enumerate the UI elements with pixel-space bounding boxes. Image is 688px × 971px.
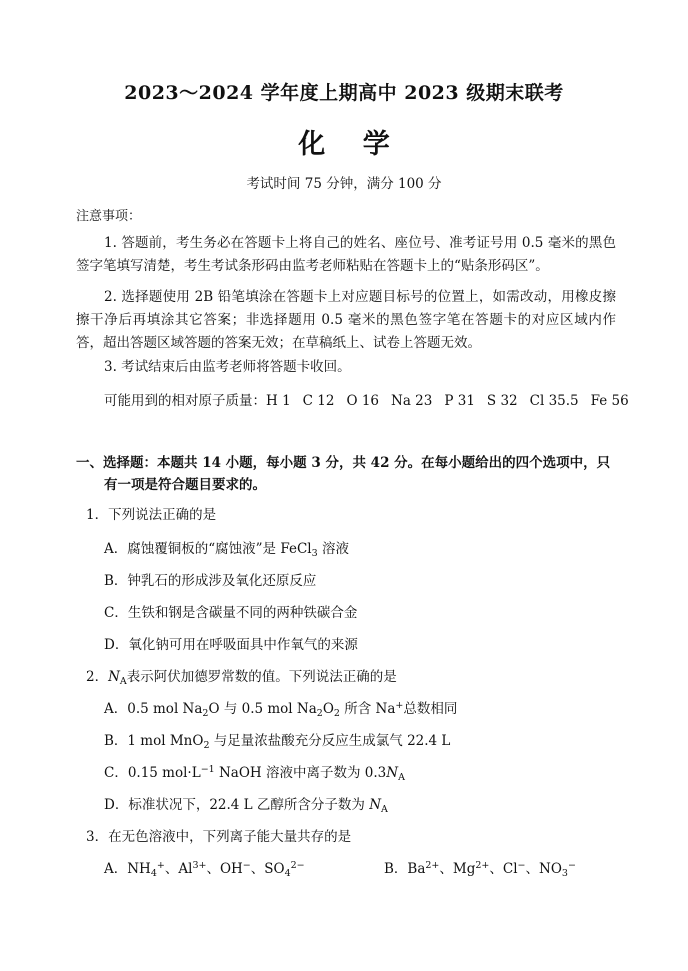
mass-h: H 1 <box>266 393 291 409</box>
question-1-stem: 1．下列说法正确的是 <box>86 507 217 523</box>
q2-c-n-sub: A <box>398 772 405 783</box>
subject-title: 化 学 <box>298 129 404 160</box>
q3-b-2: 、Mg <box>439 861 476 877</box>
q2-c-sup: −1 <box>200 764 215 775</box>
q2-a-s1: 2 <box>202 708 209 719</box>
mass-fe: Fe 56 <box>590 393 629 409</box>
exam-title: 2023～2024 学年度上期高中 2023 级期末联考 <box>124 82 564 104</box>
q2-a-s2: 2 <box>316 708 323 719</box>
q3-a-s4: 4 <box>284 868 291 879</box>
q3-a-3: 、OH <box>206 861 243 877</box>
q2-a-sup: + <box>395 700 404 711</box>
q2-a-2: O 与 0.5 mol Na <box>208 701 317 717</box>
question-2-option-b <box>104 729 450 751</box>
question-2-option-d <box>104 793 388 815</box>
question-3-option-a <box>104 857 305 879</box>
question-2-stem <box>86 665 397 687</box>
q3-b-p2: 2+ <box>475 860 490 871</box>
q2-num: 2． <box>86 669 109 685</box>
q3-b-s4: 3 <box>561 868 568 879</box>
q2-a-1: A．0.5 mol Na <box>104 701 203 717</box>
q3-b-p3: − <box>517 860 526 871</box>
question-3-option-b <box>384 857 576 879</box>
mass-cl: Cl 35.5 <box>529 393 579 409</box>
atomic-masses <box>104 389 629 409</box>
q2-b-1: B．1 mol MnO <box>104 733 204 749</box>
q2-b-sub: 2 <box>203 740 210 751</box>
notice-item-2: 2. 选择题使用 2B 铅笔填涂在答题卡上对应题目标号的位置上，如需改动，用橡皮擦擦干净后再填涂其它答案；非选择题用 0.5 毫米的黑色签字笔在答题卡的对应区域内作答，超出答题区域答题的答案无效；在草稿纸上、试卷上答题无效。 <box>76 289 616 351</box>
q2-a-4: 所含 Na <box>339 701 396 717</box>
question-2-option-a <box>104 697 457 719</box>
q2-c-n: N <box>386 765 399 781</box>
q3-a-4: 、SO <box>250 861 285 877</box>
exam-info: 考试时间 75 分钟，满分 100 分 <box>246 176 442 192</box>
notice-heading: 注意事项： <box>76 209 142 224</box>
mass-na: Na 23 <box>391 393 433 409</box>
mass-p: P 31 <box>444 393 475 409</box>
q3-a-p1: + <box>156 860 165 871</box>
q2-n-sub: A <box>119 676 127 687</box>
q3-b-p1: 2+ <box>425 860 440 871</box>
q3-a-p3: − <box>242 860 251 871</box>
notice-item-1: 1. 答题前，考生务必在答题卡上将自己的姓名、座位号、准考证号用 0.5 毫米的黑色签字笔填写清楚，考生考试条形码由监考老师粘贴在答题卡上的“贴条形码区”。 <box>76 235 616 274</box>
question-2-option-c <box>104 761 405 783</box>
notice-item-3: 3. 考试结束后由监考老师将答题卡收回。 <box>104 359 351 375</box>
q2-c-2: NaOH 溶液中离子数为 0.3 <box>214 765 387 781</box>
q2-c-1: C．0.15 mol·L <box>104 765 201 781</box>
question-1-option-d: D．氧化钠可用在呼吸面具中作氧气的来源 <box>104 637 358 653</box>
mass-c: C 12 <box>302 393 335 409</box>
q2-stem-text: 表示阿伏加德罗常数的值。下列说法正确的是 <box>126 669 397 685</box>
q1-a-text: A．腐蚀覆铜板的“腐蚀液”是 FeCl <box>104 541 312 557</box>
q3-a-p4: 2− <box>290 860 305 871</box>
mass-o: O 16 <box>346 393 380 409</box>
q3-a-p2: 3+ <box>192 860 207 871</box>
q2-a-3: O <box>322 701 334 717</box>
q3-a-1: A．NH <box>104 861 151 877</box>
q2-a-5: 总数相同 <box>403 701 458 717</box>
q3-b-1: B．Ba <box>384 861 426 877</box>
q3-b-4: 、NO <box>525 861 562 877</box>
q2-d-1: D．标准状况下，22.4 L 乙醇所含分子数为 <box>104 797 370 813</box>
section-heading-line2: 有一项是符合题目要求的。 <box>104 477 266 493</box>
q3-a-s1: 4 <box>150 868 157 879</box>
q1-a-sub: 3 <box>311 548 318 559</box>
q2-d-n: N <box>369 797 382 813</box>
question-1-option-b: B．钟乳石的形成涉及氧化还原反应 <box>104 573 317 589</box>
question-1-option-a <box>104 537 349 559</box>
mass-s: S 32 <box>486 393 518 409</box>
atomic-masses-label: 可能用到的相对原子质量： <box>104 393 266 409</box>
q2-d-n-sub: A <box>381 804 388 815</box>
q3-a-2: 、Al <box>164 861 193 877</box>
question-3-stem: 3．在无色溶液中，下列离子能大量共存的是 <box>86 829 352 845</box>
section-heading-line1: 一、选择题：本题共 14 小题，每小题 3 分，共 42 分。在每小题给出的四个选项中，只 <box>76 455 611 471</box>
question-1-option-c: C．生铁和钢是含碳量不同的两种铁碳合金 <box>104 605 358 621</box>
q3-b-3: 、Cl <box>489 861 518 877</box>
q2-b-2: 与足量浓盐酸充分反应生成氯气 22.4 L <box>209 733 451 749</box>
q3-b-p4: − <box>567 860 576 871</box>
section-heading <box>76 452 616 496</box>
q2-a-s3: 2 <box>333 708 340 719</box>
q2-n: N <box>108 669 120 685</box>
q1-a-post: 溶液 <box>317 541 349 557</box>
